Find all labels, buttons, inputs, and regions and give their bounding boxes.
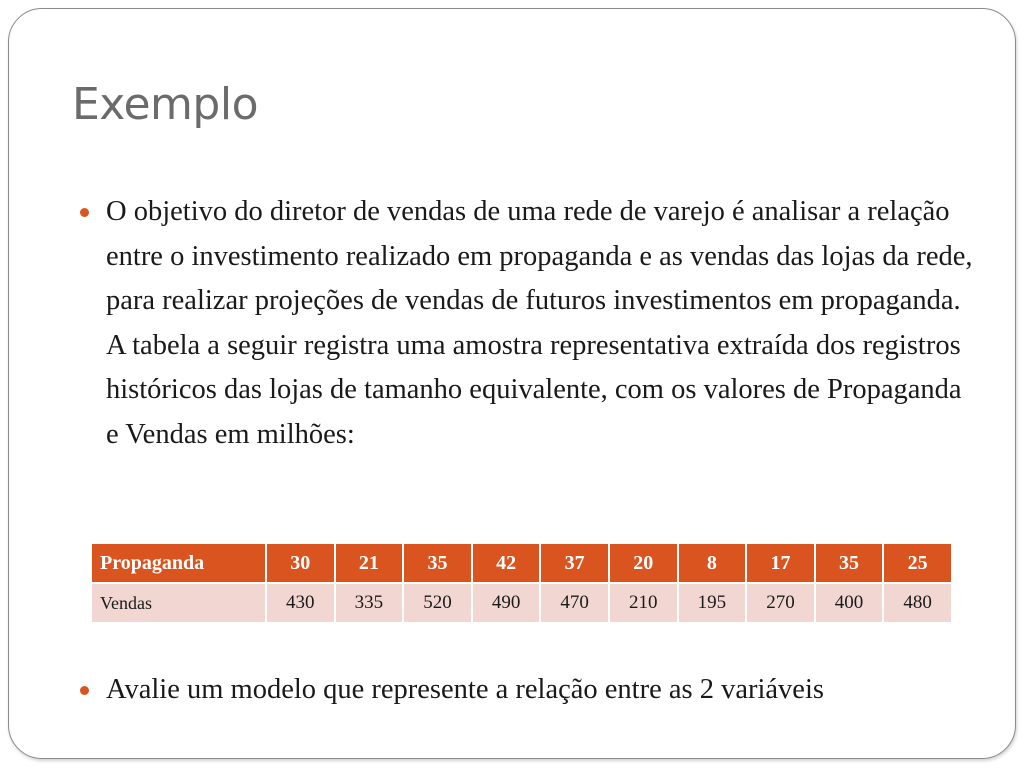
table-cell: 520: [403, 583, 472, 623]
bullet-text: Avalie um modelo que represente a relação entre as 2 variáveis: [106, 674, 824, 705]
table-cell: 35: [815, 543, 884, 583]
table-row-vendas: [91, 583, 952, 623]
data-table: [90, 542, 953, 624]
table-cell: 21: [335, 543, 404, 583]
bullet-dot-icon: [80, 208, 89, 217]
table-cell: 490: [472, 583, 541, 623]
table-cell: 270: [746, 583, 815, 623]
bullet-text: O objetivo do diretor de vendas de uma rede de varejo é analisar a relação entre o investimento realizado em propaganda e as vendas das lojas da rede, para realizar projeções de vendas de futuros investimentos em propaganda. A tabela a seguir registra uma amostra representativa extraída dos registros históricos das lojas de tamanho equivalente, com os valores de Propaganda e Vendas em milhões:: [106, 196, 973, 450]
table-cell: 480: [883, 583, 952, 623]
table-row-propaganda: [91, 543, 952, 583]
table-cell: 17: [746, 543, 815, 583]
row-label-vendas: Vendas: [91, 583, 266, 623]
table-cell: 470: [540, 583, 609, 623]
table-cell: 35: [403, 543, 472, 583]
table-cell: 195: [678, 583, 747, 623]
bullet-item-task: [106, 668, 976, 713]
table-cell: 25: [883, 543, 952, 583]
table-cell: 20: [609, 543, 678, 583]
slide: [8, 8, 1016, 759]
table-cell: 30: [266, 543, 335, 583]
table-cell: 210: [609, 583, 678, 623]
bullet-dot-icon: [80, 686, 89, 695]
table-cell: 335: [335, 583, 404, 623]
table-cell: 8: [678, 543, 747, 583]
table-cell: 37: [540, 543, 609, 583]
table-cell: 430: [266, 583, 335, 623]
slide-title: Exemplo: [72, 79, 258, 130]
table-cell: 42: [472, 543, 541, 583]
row-label-propaganda: Propaganda: [91, 543, 266, 583]
bullet-item-objective: [106, 190, 976, 458]
table-cell: 400: [815, 583, 884, 623]
